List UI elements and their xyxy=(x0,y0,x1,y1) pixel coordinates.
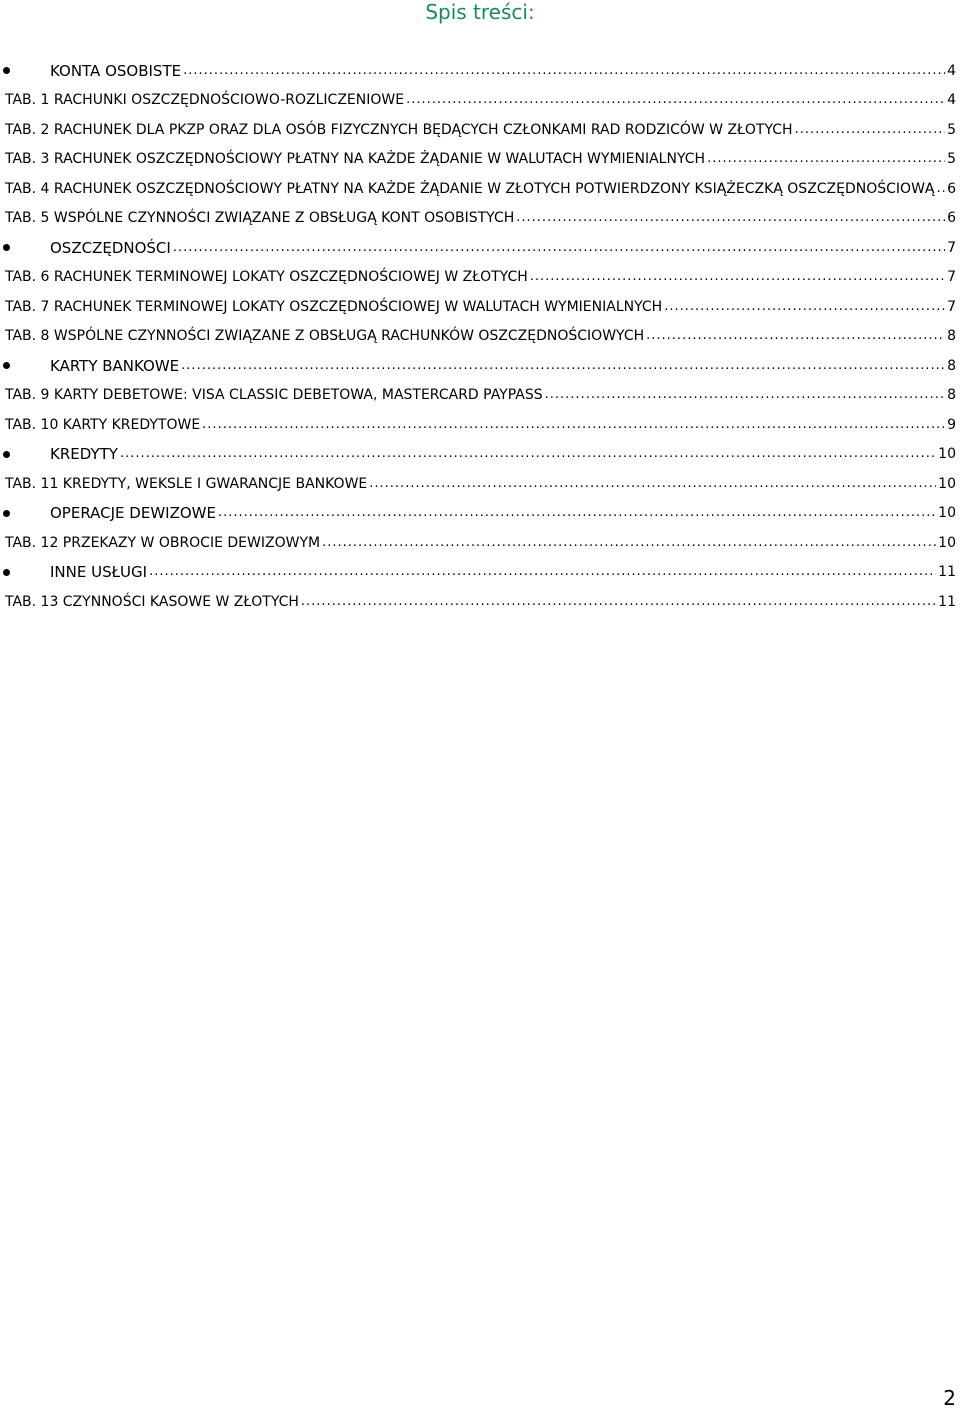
dot-leader xyxy=(707,150,945,168)
toc-entry-text: TAB. 5 WSPÓLNE CZYNNOŚCI ZWIĄZANE Z OBSŁUGĄ KONT OSOBISTYCH xyxy=(5,210,515,227)
toc-page-number: 8 xyxy=(947,387,956,404)
toc-entry[interactable] xyxy=(0,145,960,175)
toc-entry-text: TAB. 13 CZYNNOŚCI KASOWE W ZŁOTYCH xyxy=(5,593,299,610)
page-number: 2 xyxy=(943,1386,956,1410)
toc-title: Spis treści: xyxy=(425,0,535,24)
toc-page-number: 5 xyxy=(947,121,956,138)
dot-leader xyxy=(202,416,945,434)
dot-leader xyxy=(149,563,936,581)
toc-entry-text: TAB. 7 RACHUNEK TERMINOWEJ LOKATY OSZCZĘDNOŚCIOWEJ W WALUTACH WYMIENIALNYCH xyxy=(5,298,663,315)
toc-entry[interactable] xyxy=(0,499,960,529)
toc-entry[interactable] xyxy=(0,292,960,322)
dot-leader xyxy=(516,209,945,227)
dot-leader xyxy=(301,593,936,611)
toc-entry-text: KARTY BANKOWE xyxy=(50,356,180,375)
toc-page-number: 7 xyxy=(947,239,956,256)
toc-entry[interactable] xyxy=(0,56,960,86)
toc-entry[interactable] xyxy=(0,115,960,145)
toc-entry-text: TAB. 1 RACHUNKI OSZCZĘDNOŚCIOWO-ROZLICZENIOWE xyxy=(5,92,405,109)
dot-leader xyxy=(173,239,945,257)
dot-leader xyxy=(795,121,946,139)
bullet-icon xyxy=(3,362,10,369)
toc-entry[interactable] xyxy=(0,469,960,499)
toc-page-number: 11 xyxy=(938,564,956,581)
toc-entry[interactable] xyxy=(0,322,960,352)
toc-entry-text: TAB. 8 WSPÓLNE CZYNNOŚCI ZWIĄZANE Z OBSŁUGĄ RACHUNKÓW OSZCZĘDNOŚCIOWYCH xyxy=(5,328,645,345)
dot-leader xyxy=(218,504,936,522)
dot-leader xyxy=(406,91,945,109)
toc-entry-text: OPERACJE DEWIZOWE xyxy=(50,504,216,523)
toc-page-number: 7 xyxy=(947,298,956,315)
toc-entry[interactable] xyxy=(0,558,960,588)
bullet-icon xyxy=(3,67,10,74)
dot-leader xyxy=(181,357,945,375)
toc-entry[interactable] xyxy=(0,587,960,617)
toc-page-number: 8 xyxy=(947,357,956,374)
toc-entry-text: OSZCZĘDNOŚCI xyxy=(50,238,171,257)
toc-page-number: 6 xyxy=(947,180,956,197)
toc-entry-text: TAB. 6 RACHUNEK TERMINOWEJ LOKATY OSZCZĘDNOŚCIOWEJ W ZŁOTYCH xyxy=(5,269,528,286)
toc-page-number: 10 xyxy=(938,475,956,492)
toc-page-number: 11 xyxy=(938,593,956,610)
toc-entry-text: TAB. 9 KARTY DEBETOWE: VISA CLASSIC DEBETOWA, MASTERCARD PAYPASS xyxy=(5,387,543,404)
toc-entry-text: TAB. 12 PRZEKAZY W OBROCIE DEWIZOWYM xyxy=(5,534,321,551)
toc-entry-text: TAB. 4 RACHUNEK OSZCZĘDNOŚCIOWY PŁATNY NA KAŻDE ŻĄDANIE W ZŁOTYCH POTWIERDZONY KSIĄŻECZKĄ OSZCZĘDNOŚCIOWĄ xyxy=(5,180,935,197)
toc-entry-text: TAB. 10 KARTY KREDYTOWE xyxy=(5,416,201,433)
toc-page-number: 4 xyxy=(947,92,956,109)
bullet-icon xyxy=(3,451,10,458)
dot-leader xyxy=(545,386,945,404)
toc-entry-text: TAB. 2 RACHUNEK DLA PKZP ORAZ DLA OSÓB FIZYCZNYCH BĘDĄCYCH CZŁONKAMI RAD RODZICÓW W ZŁOTYCH xyxy=(5,121,793,138)
dot-leader xyxy=(646,327,945,345)
toc-page-number: 4 xyxy=(947,62,956,79)
toc-entry[interactable] xyxy=(0,86,960,116)
toc-entry[interactable] xyxy=(0,233,960,263)
dot-leader xyxy=(120,445,936,463)
toc-entry-text: TAB. 3 RACHUNEK OSZCZĘDNOŚCIOWY PŁATNY NA KAŻDE ŻĄDANIE W WALUTACH WYMIENIALNYCH xyxy=(5,151,706,168)
bullet-icon xyxy=(3,510,10,517)
toc-page-number: 8 xyxy=(947,328,956,345)
toc-entry-text: TAB. 11 KREDYTY, WEKSLE I GWARANCJE BANKOWE xyxy=(5,475,368,492)
toc-entry[interactable] xyxy=(0,204,960,234)
toc-entry[interactable] xyxy=(0,528,960,558)
toc-entry[interactable] xyxy=(0,410,960,440)
toc-page-number: 10 xyxy=(938,505,956,522)
dot-leader xyxy=(322,534,936,552)
toc-page-number: 10 xyxy=(938,446,956,463)
dot-leader xyxy=(183,62,945,80)
toc-entry[interactable] xyxy=(0,263,960,293)
toc-entry[interactable] xyxy=(0,381,960,411)
bullet-icon xyxy=(3,244,10,251)
bullet-icon xyxy=(3,569,10,576)
toc-entry[interactable] xyxy=(0,174,960,204)
toc-entry-text: KONTA OSOBISTE xyxy=(50,61,182,80)
dot-leader xyxy=(664,298,945,316)
dot-leader xyxy=(530,268,945,286)
toc-entry-text: KREDYTY xyxy=(50,445,118,464)
toc-entry-text: INNE USŁUGI xyxy=(50,563,148,582)
toc-page-number: 6 xyxy=(947,210,956,227)
toc-page-number: 10 xyxy=(938,534,956,551)
toc-entry[interactable] xyxy=(0,351,960,381)
toc-page-number: 9 xyxy=(947,416,956,433)
dot-leader xyxy=(369,475,936,493)
toc-page-number: 5 xyxy=(947,151,956,168)
dot-leader xyxy=(937,180,946,198)
toc-entry[interactable] xyxy=(0,440,960,470)
table-of-contents xyxy=(0,56,960,617)
toc-page-number: 7 xyxy=(947,269,956,286)
